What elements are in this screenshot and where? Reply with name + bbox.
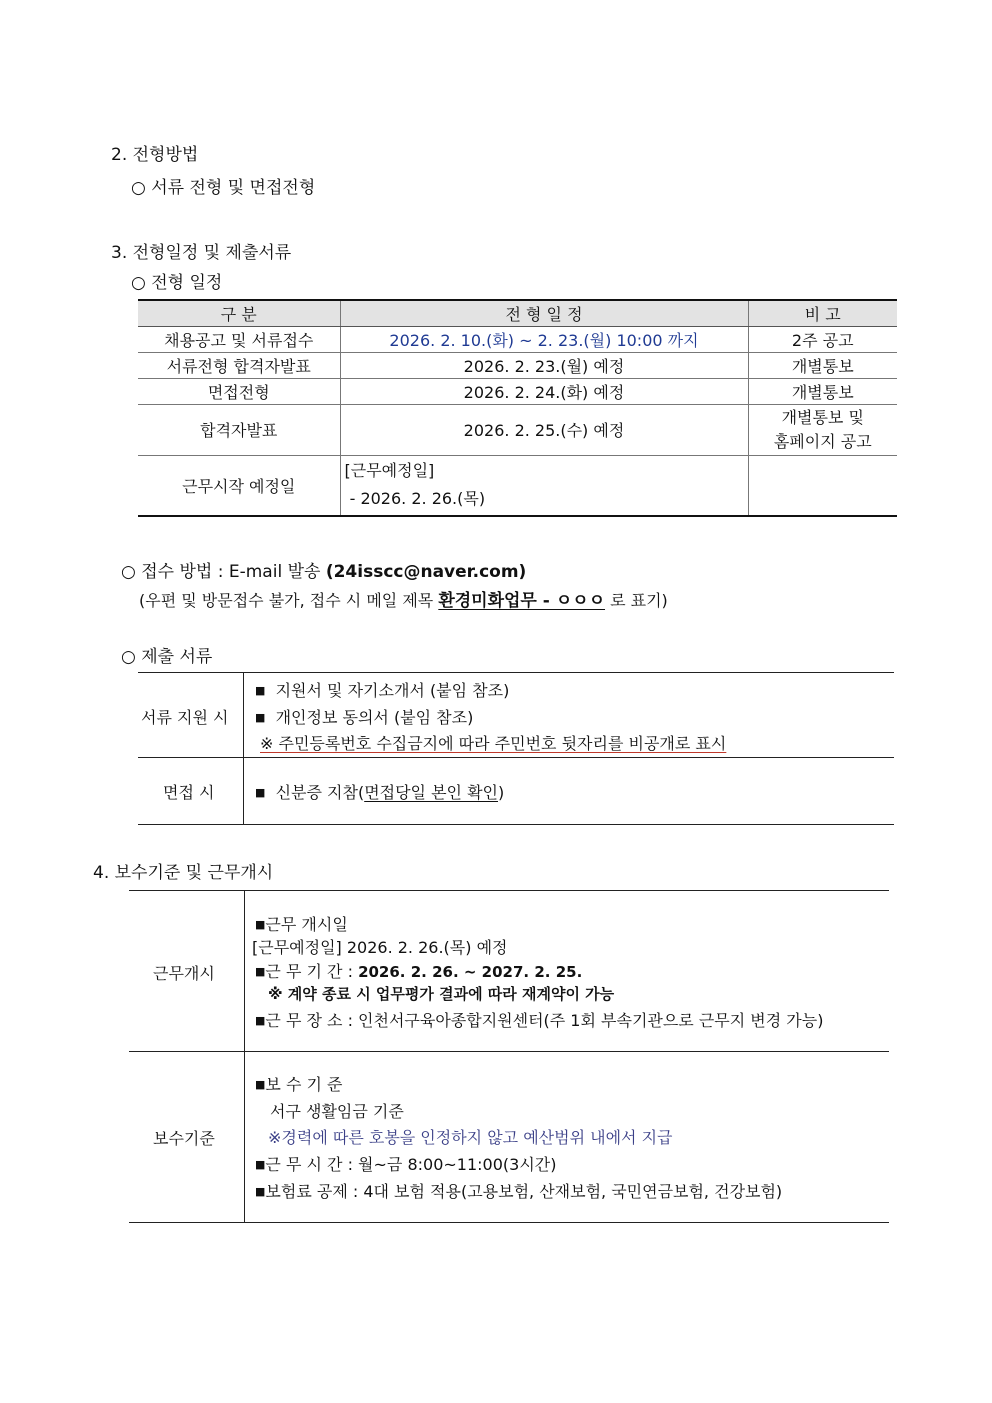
- schedule-header-date: 전 형 일 정: [340, 300, 748, 326]
- schedule-note: [748, 404, 897, 455]
- square-bullet-icon: ■: [255, 1078, 266, 1091]
- schedule-note: 개별통보: [748, 378, 897, 404]
- list-item-text: 근 무 장 소 : 인천서구육아종합지원센터(주 1회 부속기관으로 근무지 변경 가능): [265, 1011, 824, 1030]
- table-rule: [129, 1222, 889, 1223]
- schedule-date: 2026. 2. 25.(수) 예정: [340, 404, 748, 455]
- start-date-line: [근무예정일] 2026. 2. 26.(목) 예정: [252, 938, 508, 957]
- list-item-text: 근무 개시일: [265, 915, 348, 934]
- square-bullet-icon: ■: [255, 1014, 266, 1027]
- section-4-heading: 4. 보수기준 및 근무개시: [93, 863, 274, 883]
- documents-label: ○ 제출 서류: [121, 647, 213, 667]
- schedule-date: 2026. 2. 24.(화) 예정: [340, 378, 748, 404]
- table-row: [138, 378, 897, 404]
- submission-method: [121, 557, 526, 582]
- pay-standard-line: 서구 생활임금 기준: [270, 1102, 404, 1121]
- mail-subject-format: 환경미화업무 - ㅇㅇㅇ: [438, 591, 606, 611]
- list-item-text: 근 무 시 간 : 월~금 8:00~11:00(3시간): [265, 1155, 557, 1174]
- table-rule: [138, 757, 894, 758]
- documents-row2-label: 면접 시: [163, 783, 215, 802]
- list-item: [255, 678, 509, 701]
- list-item-text: 보험료 공제 : 4대 보험 적용(고용보험, 산재보험, 국민연금보험, 건강보험): [265, 1182, 783, 1201]
- resident-number-note: ※ 주민등록번호 수집금지에 따라 주민번호 뒷자리를 비공개로 표시: [260, 734, 727, 753]
- square-bullet-icon: ■: [255, 1185, 266, 1198]
- schedule-category: 근무시작 예정일: [138, 455, 340, 516]
- contract-period: 2026. 2. 26. ~ 2027. 2. 25.: [358, 963, 583, 981]
- table-rule: [129, 890, 889, 891]
- list-item-text: 근 무 기 간 :: [265, 962, 359, 981]
- square-bullet-icon: ■: [255, 684, 266, 697]
- contract-renewal-note: ※ 계약 종료 시 업무평가 결과에 따라 재계약이 가능: [268, 985, 615, 1003]
- submission-email: (24isscc@naver.com): [325, 562, 527, 582]
- schedule-header-category: 구 분: [138, 300, 340, 326]
- square-bullet-icon: ■: [255, 786, 266, 799]
- pay-grade-note: ※경력에 따른 호봉을 인정하지 않고 예산범위 내에서 지급: [268, 1128, 673, 1147]
- pay-row2-label: 보수기준: [153, 1129, 215, 1148]
- submission-note-suffix: 로 표기): [605, 591, 668, 610]
- list-item-text: 보 수 기 준: [265, 1075, 343, 1094]
- schedule-category: 면접전형: [138, 378, 340, 404]
- list-item: [255, 1179, 782, 1202]
- square-bullet-icon: ■: [255, 918, 266, 931]
- pay-row1-label: 근무개시: [153, 964, 215, 983]
- schedule-note-line: 홈페이지 공고: [773, 431, 872, 451]
- table-row: [138, 455, 897, 516]
- list-item: [255, 1072, 343, 1095]
- submission-method-label: ○ 접수 방법 : E-mail 발송: [121, 562, 326, 582]
- table-row: [138, 326, 897, 352]
- square-bullet-icon: ■: [255, 711, 266, 724]
- section-3-heading: 3. 전형일정 및 제출서류: [111, 243, 292, 263]
- table-rule: [244, 890, 245, 1222]
- table-rule: [138, 672, 894, 673]
- schedule-note: [748, 455, 897, 516]
- table-rule: [129, 1051, 889, 1052]
- schedule-date: 2026. 2. 10.(화) ~ 2. 23.(월) 10:00 까지: [340, 326, 748, 352]
- submission-note-prefix: (우편 및 방문접수 불가, 접수 시 메일 제목: [139, 591, 439, 610]
- table-rule: [243, 672, 244, 824]
- schedule-date-line: [근무예정일]: [344, 461, 435, 481]
- schedule-note-line: 개별통보 및: [781, 407, 864, 427]
- list-item-text: 개인정보 동의서 (붙임 참조): [275, 708, 474, 727]
- list-item: [255, 1152, 556, 1175]
- submission-note: [139, 586, 668, 611]
- list-item-underlined: 면접당일 본인 확인: [364, 783, 499, 802]
- schedule-category: 채용공고 및 서류접수: [138, 326, 340, 352]
- schedule-date: [340, 455, 748, 516]
- list-item-text: 신분증 지참(: [275, 783, 365, 802]
- schedule-note: 2주 공고: [748, 326, 897, 352]
- schedule-category: 서류전형 합격자발표: [138, 352, 340, 378]
- square-bullet-icon: ■: [255, 965, 266, 978]
- list-item: [255, 959, 582, 982]
- schedule-date: 2026. 2. 23.(월) 예정: [340, 352, 748, 378]
- documents-row1-label: 서류 지원 시: [141, 708, 229, 727]
- list-item: [255, 705, 473, 728]
- schedule-label: ○ 전형 일정: [131, 273, 223, 293]
- schedule-category: 합격자발표: [138, 404, 340, 455]
- square-bullet-icon: ■: [255, 1158, 266, 1171]
- section-2-bullet: ○ 서류 전형 및 면접전형: [131, 178, 316, 198]
- schedule-table: [138, 299, 897, 517]
- table-row: [138, 404, 897, 455]
- list-item: [255, 912, 348, 935]
- table-rule: [138, 824, 894, 825]
- section-2-heading: 2. 전형방법: [111, 145, 199, 165]
- list-item-suffix: ): [498, 783, 505, 802]
- schedule-note: 개별통보: [748, 352, 897, 378]
- schedule-header-note: 비 고: [748, 300, 897, 326]
- schedule-date-line: - 2026. 2. 26.(목): [344, 489, 486, 509]
- list-item: [255, 780, 504, 803]
- table-row: [138, 352, 897, 378]
- list-item-text: 지원서 및 자기소개서 (붙임 참조): [275, 681, 510, 700]
- list-item: [255, 1008, 823, 1031]
